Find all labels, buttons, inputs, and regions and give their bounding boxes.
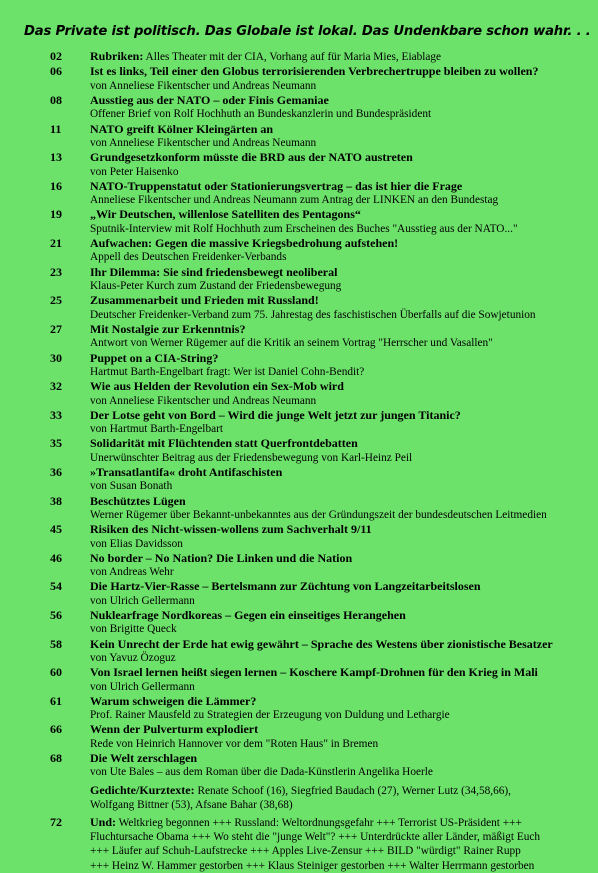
table-of-contents	[50, 49, 590, 873]
entry-subtitle: von Peter Haisenko	[90, 165, 179, 178]
entry-subtitle: von Anneliese Fikentscher und Andreas Neumann	[90, 137, 317, 150]
page-number: 61	[50, 693, 62, 708]
entry-subtitle: Anneliese Fikentscher und Andreas Neumann zum Antrag der LINKEN an den Bundestag	[90, 194, 499, 207]
toc-entry	[50, 436, 590, 465]
toc-entry	[50, 150, 590, 179]
entry-subtitle: Deutscher Freidenker-Verband zum 75. Jahrestag des faschistischen Überfalls auf die Sowjetunion	[90, 308, 536, 321]
toc-entry	[50, 179, 590, 208]
page-number: 72	[50, 815, 62, 830]
entry-subtitle: von Brigitte Queck	[90, 623, 177, 636]
entry-title-text: Aufwachen: Gegen die massive Kriegsbedrohung aufstehen!	[90, 236, 399, 251]
toc-entry	[50, 122, 590, 151]
toc-entry	[50, 293, 590, 322]
entry-title-text: Ausstieg aus der NATO – oder Finis Gemaniae	[90, 93, 329, 108]
entry-subtitle: von Andreas Wehr	[90, 566, 174, 579]
entry-title-text: Rubriken:	[90, 49, 144, 63]
page-number: 19	[50, 207, 62, 222]
toc-entry	[50, 49, 590, 64]
poems-line-2: Wolfgang Bittner (53), Afsane Bahar (38,68)	[90, 798, 293, 811]
entry-title-text: Zusammenarbeit und Frieden mit Russland!	[90, 293, 319, 308]
page-header: Das Private ist politisch. Das Globale ist lokal. Das Undenkbare schon wahr. . .	[24, 24, 591, 39]
page-number: 66	[50, 722, 62, 737]
page-number: 35	[50, 436, 62, 451]
entry-subtitle: Prof. Rainer Mausfeld zu Strategien der Erzeugung von Duldung und Lethargie	[90, 709, 450, 722]
entry-subtitle: Offener Brief von Rolf Hochhuth an Bundeskanzlerin und Bundespräsident	[90, 108, 432, 121]
toc-entry	[50, 351, 590, 380]
entry-title-text: Von Israel lernen heißt siegen lernen – Koschere Kampf-Drohnen für den Krieg in Mali	[90, 665, 538, 680]
page-number: 45	[50, 522, 62, 537]
toc-entry	[50, 465, 590, 494]
toc-entry	[50, 579, 590, 608]
entry-subtitle: von Ute Bales – aus dem Roman über die Dada-Künstlerin Angelika Hoerle	[90, 766, 433, 779]
page-number: 21	[50, 236, 62, 251]
final-line-2: Fluchtursache Obama +++ Wo steht die "junge Welt"? +++ Unterdrückte aller Länder, mäßigt Euch	[90, 831, 541, 844]
entry-title	[90, 351, 590, 365]
toc-entry	[50, 236, 590, 265]
entry-title	[90, 637, 590, 651]
entry-subtitle: von Susan Bonath	[90, 480, 173, 493]
entry-title-text: »Transatlantifa« droht Antifaschisten	[90, 464, 283, 479]
page-number: 33	[50, 407, 62, 422]
toc-entry	[50, 64, 590, 93]
entry-title-text: Solidarität mit Flüchtenden statt Querfrontdebatten	[90, 436, 358, 451]
entry-subtitle: Hartmut Barth-Engelbart fragt: Wer ist Daniel Cohn-Bendit?	[90, 365, 365, 378]
entry-title-text: No border – No Nation? Die Linken und die Nation	[90, 550, 353, 565]
entry-title-text: Grundgesetzkonform müsste die BRD aus der NATO austreten	[90, 150, 413, 165]
toc-entry	[50, 522, 590, 551]
entry-title	[90, 265, 590, 279]
page-number: 54	[50, 579, 62, 594]
entry-subtitle: von Ulrich Gellermann	[90, 680, 195, 693]
page-number: 06	[50, 64, 62, 79]
entry-title	[90, 93, 590, 107]
entry-title	[90, 722, 590, 736]
entry-title	[90, 522, 590, 536]
toc-entry	[50, 408, 590, 437]
page-number: 08	[50, 93, 62, 108]
entry-title-text: Die Welt zerschlagen	[90, 751, 198, 766]
entry-title-text: Ihr Dilemma: Sie sind friedensbewegt neoliberal	[90, 264, 338, 279]
entry-title-text: Risiken des Nicht-wissen-wollens zum Sachverhalt 9/11	[90, 522, 372, 537]
entry-title	[90, 322, 590, 336]
entry-subtitle: Sputnik-Interview mit Rolf Hochhuth zum Erscheinen des Buches "Ausstieg aus der NATO..."	[90, 222, 518, 235]
page-number: 13	[50, 150, 62, 165]
entry-subtitle: Antwort von Werner Rügemer auf die Kritik an seinem Vortrag "Herrscher und Vasallen"	[90, 337, 493, 350]
page-number: 16	[50, 178, 62, 193]
entry-title-text: „Wir Deutschen, willenlose Satelliten des Pentagons“	[90, 207, 361, 222]
page-number: 38	[50, 493, 62, 508]
entry-title-text: Der Lotse geht von Bord – Wird die junge Welt jetzt zur jungen Titanic?	[90, 407, 461, 422]
final-line-1: Weltkrieg begonnen +++ Russland: Weltordnungsgefahr +++ Terrorist US-Präsident +++	[116, 817, 522, 830]
toc-entry	[50, 322, 590, 351]
final-entry	[50, 815, 590, 873]
page-number: 27	[50, 321, 62, 336]
entry-title	[90, 494, 590, 508]
entry-title-text: Wie aus Helden der Revolution ein Sex-Mob wird	[90, 379, 344, 394]
toc-entry	[50, 637, 590, 666]
entry-title	[90, 179, 590, 193]
entry-title	[90, 436, 590, 450]
page-number: 36	[50, 464, 62, 479]
entry-title-text: Die Hartz-Vier-Rasse – Bertelsmann zur Züchtung von Langzeitarbeitslosen	[90, 579, 481, 594]
page-number: 02	[50, 49, 62, 63]
entry-title-text: Beschütztes Lügen	[90, 493, 186, 508]
entry-title	[90, 551, 590, 565]
poems-entry	[50, 783, 590, 812]
entry-title	[90, 49, 590, 64]
entry-title	[90, 122, 590, 136]
poems-label: Gedichte/Kurztexte:	[90, 782, 195, 797]
page-number: 11	[50, 121, 62, 136]
page-number: 32	[50, 379, 62, 394]
entry-title-text: Warum schweigen die Lämmer?	[90, 693, 257, 708]
poems-line-1: Renate Schoof (16), Siegfried Baudach (27), Werner Lutz (34,58,66),	[194, 784, 511, 797]
entry-title	[90, 207, 590, 221]
entry-title	[90, 64, 590, 78]
toc-entry	[50, 751, 590, 780]
page-number: 68	[50, 751, 62, 766]
entry-title	[90, 465, 590, 479]
entry-subtitle: Werner Rügemer über Bekannt-unbekanntes aus der Gründungszeit der bundesdeutschen Leitmedien	[90, 508, 547, 521]
entry-subtitle: von Anneliese Fikentscher und Andreas Neumann	[90, 394, 317, 407]
entry-subtitle: Klaus-Peter Kurch zum Zustand der Friedensbewegung	[90, 280, 342, 293]
toc-entry	[50, 665, 590, 694]
entry-title	[90, 150, 590, 164]
toc-entry	[50, 608, 590, 637]
entry-title	[90, 379, 590, 393]
entry-title	[90, 665, 590, 679]
entry-subtitle: von Hartmut Barth-Engelbart	[90, 423, 224, 436]
entry-title-text: Puppet on a CIA-String?	[90, 350, 219, 365]
entry-title-text: Kein Unrecht der Erde hat ewig gewährt – Sprache des Westens über zionistische Besatzer	[90, 636, 553, 651]
entry-subtitle: von Anneliese Fikentscher und Andreas Neumann	[90, 79, 317, 92]
toc-entry	[50, 694, 590, 723]
entry-subtitle: Unerwünschter Beitrag aus der Friedensbewegung von Karl-Heinz Peil	[90, 451, 413, 464]
entry-title-text: NATO greift Kölner Kleingärten an	[90, 121, 274, 136]
toc-entry	[50, 265, 590, 294]
toc-entry	[50, 722, 590, 751]
entry-title-text: NATO-Truppenstatut oder Stationierungsvertrag – das ist hier die Frage	[90, 178, 463, 193]
entry-title	[90, 751, 590, 765]
entry-title	[90, 293, 590, 307]
entry-title	[90, 608, 590, 622]
entry-title	[90, 694, 590, 708]
toc-entry	[50, 551, 590, 580]
entry-title-text: Mit Nostalgie zur Erkenntnis?	[90, 321, 246, 336]
entry-subtitle: von Yavuz Özoguz	[90, 652, 176, 664]
page-number: 56	[50, 607, 62, 622]
entry-title-rest: Alles Theater mit der CIA, Vorhang auf für Maria Mies, Eiablage	[143, 51, 442, 63]
page-number: 60	[50, 665, 62, 680]
entry-title-text: Ist es links, Teil einer den Globus terrorisierenden Verbrechertruppe bleiben zu wollen?	[90, 64, 539, 79]
entry-subtitle: von Ulrich Gellermann	[90, 594, 195, 607]
final-label: Und:	[90, 815, 117, 830]
toc-entry	[50, 379, 590, 408]
entry-title-text: Wenn der Pulverturm explodiert	[90, 722, 259, 737]
entry-title	[90, 579, 590, 593]
entry-title	[90, 236, 590, 250]
page-number: 25	[50, 293, 62, 308]
toc-entry	[50, 93, 590, 122]
page-number: 46	[50, 550, 62, 565]
final-line-3: +++ Läufer auf Schuh-Laufstrecke +++ Apples Live-Zensur +++ BILD "würdigt" Rainer Rupp	[90, 845, 521, 858]
entry-subtitle: Rede von Heinrich Hannover vor dem "Roten Haus" in Bremen	[90, 737, 379, 750]
entry-title	[90, 408, 590, 422]
page-number: 23	[50, 264, 62, 279]
toc-entry	[50, 494, 590, 523]
entry-subtitle: von Elias Davidsson	[90, 537, 183, 550]
page-number: 58	[50, 636, 62, 651]
entry-title-text: Nuklearfrage Nordkoreas – Gegen ein einseitiges Herangehen	[90, 607, 406, 622]
page-number: 30	[50, 350, 62, 365]
toc-entry	[50, 207, 590, 236]
entry-subtitle: Appell des Deutschen Freidenker-Verbands	[90, 251, 287, 264]
final-line-4: +++ Heinz W. Hammer gestorben +++ Klaus Steiniger gestorben +++ Walter Herrmann gestorben	[90, 859, 535, 872]
